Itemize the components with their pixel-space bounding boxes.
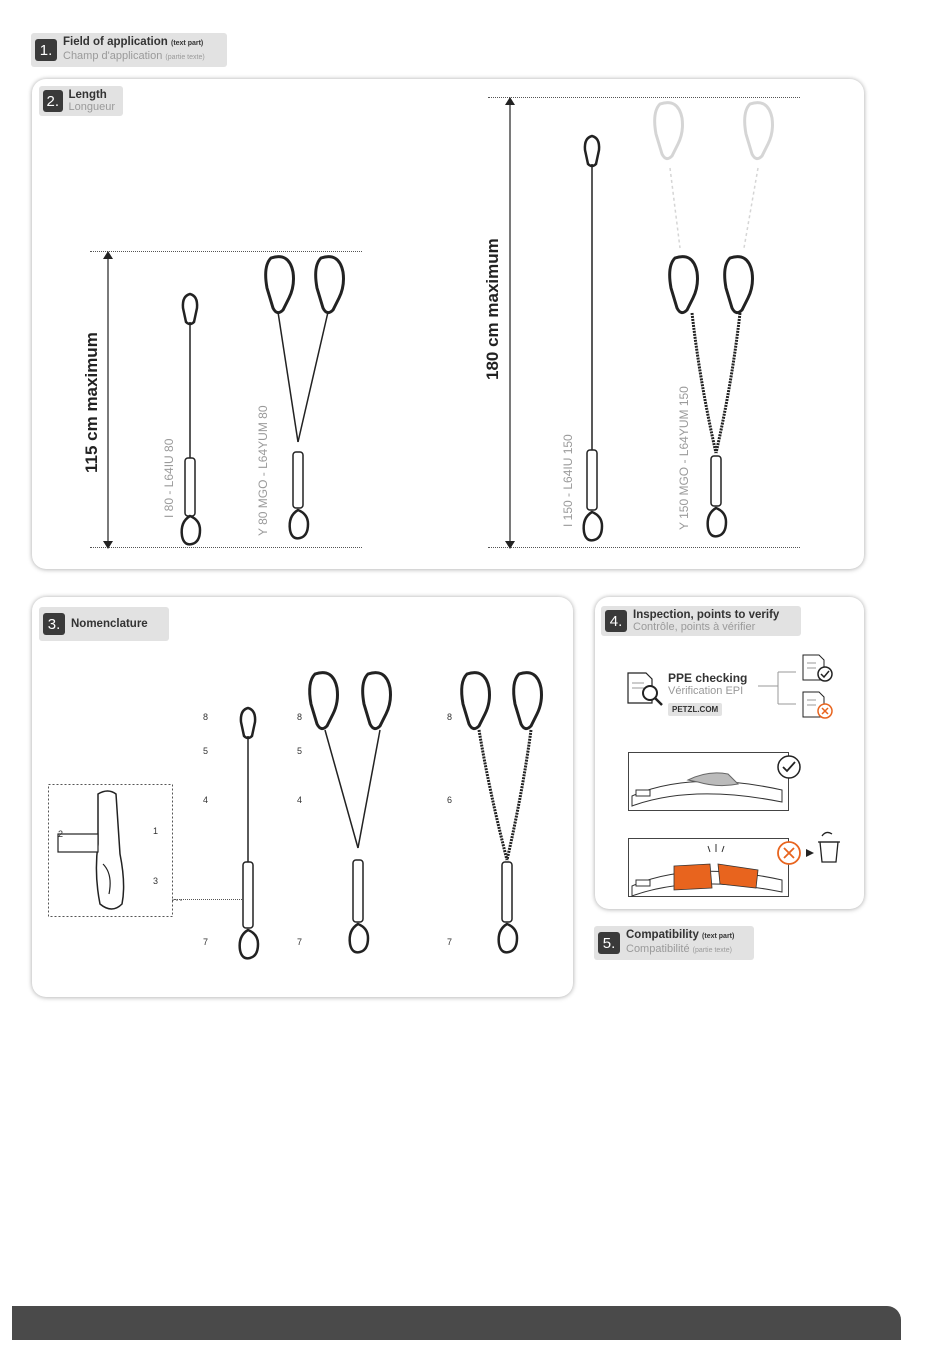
cross-circle-icon <box>776 840 802 866</box>
ppe-checking-title: PPE checking <box>668 671 748 685</box>
dimension-arrow-left <box>100 251 116 549</box>
single-label-8: 8 <box>203 712 209 722</box>
section-4-subtitle: Contrôle, points à vérifier <box>633 621 756 633</box>
section-3-tag <box>39 607 169 641</box>
lanyard-i80-illustration <box>170 290 210 552</box>
y-elastic-label-8: 8 <box>447 712 453 722</box>
max-length-left: 115 cm maximum <box>82 332 101 473</box>
harness-inset-illustration <box>48 784 174 918</box>
checklist-reject-icon <box>802 691 834 721</box>
single-label-7: 7 <box>203 937 209 947</box>
y-mgo-label-4: 4 <box>297 795 303 805</box>
max-length-right: 180 cm maximum <box>483 238 502 380</box>
y-elastic-label-7: 7 <box>447 937 453 947</box>
section-2-title: Length <box>68 89 107 101</box>
y-mgo-label-5: 5 <box>297 746 303 756</box>
section-1-tag <box>31 33 227 67</box>
section-5-number: 5. <box>598 932 620 954</box>
single-label-4: 4 <box>203 795 209 805</box>
section-3-title: Nomenclature <box>71 618 148 630</box>
inset-label-3: 3 <box>153 876 159 886</box>
section-5-tag <box>594 926 754 960</box>
section-1-title: Field of application <box>63 36 168 48</box>
section-5-title: Compatibility <box>626 929 699 941</box>
model-label-i80: I 80 - L64IU 80 <box>162 438 176 518</box>
footer-bar <box>12 1306 901 1340</box>
inset-label-1: 1 <box>153 826 159 836</box>
section-1-number: 1. <box>35 39 57 61</box>
model-label-y80: Y 80 MGO - L64YUM 80 <box>256 405 270 536</box>
section-1-subtitle-note: (partie texte) <box>165 54 205 61</box>
single-label-5: 5 <box>203 746 209 756</box>
arrow-right-icon <box>805 848 815 858</box>
ppe-branch-lines <box>758 670 800 710</box>
inspection-sleeve-ok <box>628 752 790 812</box>
y-mgo-label-7: 7 <box>297 937 303 947</box>
inspection-sleeve-damaged <box>628 838 790 898</box>
lanyard-y150-illustration <box>640 98 790 552</box>
lanyard-y80-illustration <box>246 252 346 552</box>
section-4-number: 4. <box>605 610 627 632</box>
petzl-site-badge: PETZL.COM <box>668 703 722 716</box>
section-3-number: 3. <box>43 613 65 635</box>
nomenclature-y-elastic-lanyard <box>455 668 565 962</box>
section-5-title-note: (text part) <box>702 933 735 940</box>
dimension-arrow-right <box>502 97 518 549</box>
section-2-subtitle: Longueur <box>68 101 115 113</box>
section-1-title-note: (text part) <box>170 40 204 47</box>
document-magnifier-icon <box>626 671 664 707</box>
nomenclature-single-lanyard <box>228 704 268 962</box>
nomenclature-y-mgo-lanyard <box>300 668 430 962</box>
section-4-tag <box>601 606 801 636</box>
section-1-subtitle: Champ d'application <box>63 50 163 62</box>
inset-label-2: 2 <box>58 829 64 839</box>
model-label-i150: I 150 - L64IU 150 <box>561 434 575 527</box>
y-elastic-label-6: 6 <box>447 795 453 805</box>
section-2-number: 2. <box>43 90 63 112</box>
ppe-checking-subtitle: Vérification EPI <box>668 685 744 697</box>
model-label-y150: Y 150 MGO - L64YUM 150 <box>677 386 691 530</box>
section-4-title: Inspection, points to verify <box>633 609 780 621</box>
lanyard-i150-illustration <box>572 132 612 552</box>
section-5-subtitle: Compatibilité <box>626 943 690 955</box>
trash-bin-icon <box>818 832 842 864</box>
section-5-subtitle-note: (partie texte) <box>692 947 732 954</box>
y-mgo-label-8: 8 <box>297 712 303 722</box>
check-circle-icon <box>776 754 802 780</box>
section-2-tag <box>39 86 123 116</box>
checklist-ok-icon <box>802 654 834 684</box>
